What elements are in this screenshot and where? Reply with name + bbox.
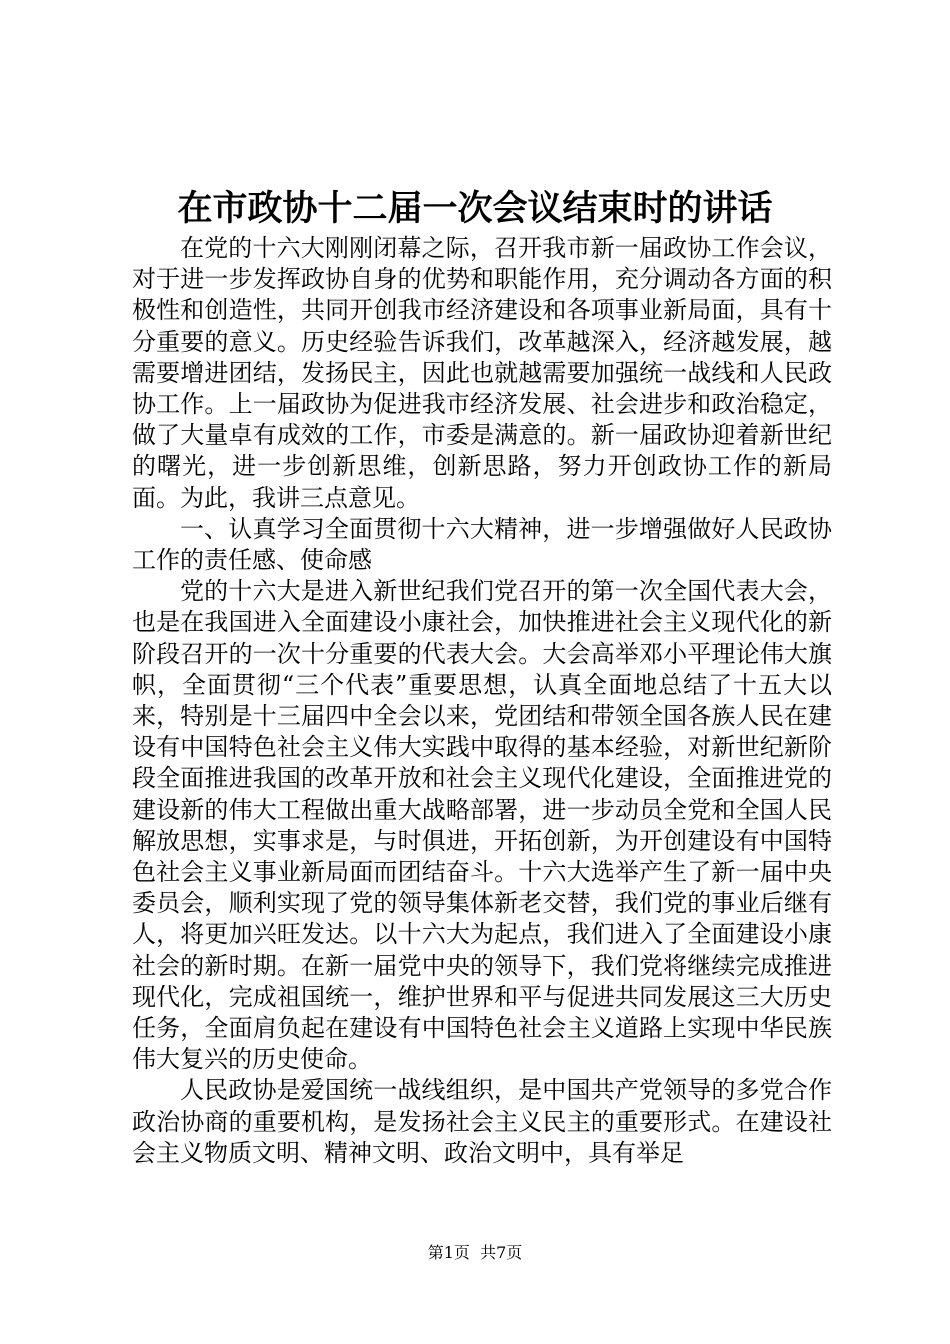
section-heading-1: 一、认真学习全面贯彻十六大精神，进一步增强做好人民政协工作的责任感、使命感 — [132, 514, 832, 575]
document-title: 在市政协十二届一次会议结束时的讲话 — [177, 188, 773, 229]
paragraph-intro: 在党的十六大刚刚闭幕之际，召开我市新一届政协工作会议，对于进一步发挥政协自身的优势和职能作用，充分调动各方面的积极性和创造性，共同开创我市经济建设和各项事业新局面，具有十分重要的意义。历史经验告诉我们，改革越深入，经济越发展，越需要增进团结，发扬民主，因此也就越需要加强统一战线和人民政协工作。上一届政协为促进我市经济发展、社会进步和政治稳定，做了大量卓有成效的工作，市委是满意的。新一届政协迎着新世纪的曙光，进一步创新思维，创新思路，努力开创政协工作的新局面。为此，我讲三点意见。 — [132, 234, 832, 512]
page-footer — [0, 1242, 950, 1264]
paragraph-congress: 党的十六大是进入新世纪我们党召开的第一次全国代表大会，也是在我国进入全面建设小康社会，加快推进社会主义现代化的新阶段召开的一次十分重要的代表大会。大会高举邓小平理论伟大旗帜，全面贯彻“三个代表”重要思想，认真全面地总结了十五大以来，特别是十三届四中全会以来，党团结和带领全国各族人民在建设有中国特色社会主义伟大实践中取得的基本经验，对新世纪新阶段全面推进我国的改革开放和社会主义现代化建设，全面推进党的建设新的伟大工程做出重大战略部署，进一步动员全党和全国人民解放思想，实事求是，与时俱进，开拓创新，为开创建设有中国特色社会主义事业新局面而团结奋斗。十六大选举产生了新一届中央委员会，顺利实现了党的领导集体新老交替，我们党的事业后继有人，将更加兴旺发达。以十六大为起点，我们进入了全面建设小康社会的新时期。在新一届党中央的领导下，我们党将继续完成推进现代化，完成祖国统一，维护世界和平与促进共同发展这三大历史任务，全面肩负起在建设有中国特色社会主义道路上实现中华民族伟大复兴的历史使命。 — [132, 577, 832, 1074]
paragraph-cppcc: 人民政协是爱国统一战线组织，是中国共产党领导的多党合作政治协商的重要机构，是发扬社会主义民主的重要形式。在建设社会主义物质文明、精神文明、政治文明中，具有举足 — [132, 1076, 832, 1167]
page-number: 第1页 共7页 — [427, 1243, 523, 1262]
document-body — [132, 233, 832, 1169]
